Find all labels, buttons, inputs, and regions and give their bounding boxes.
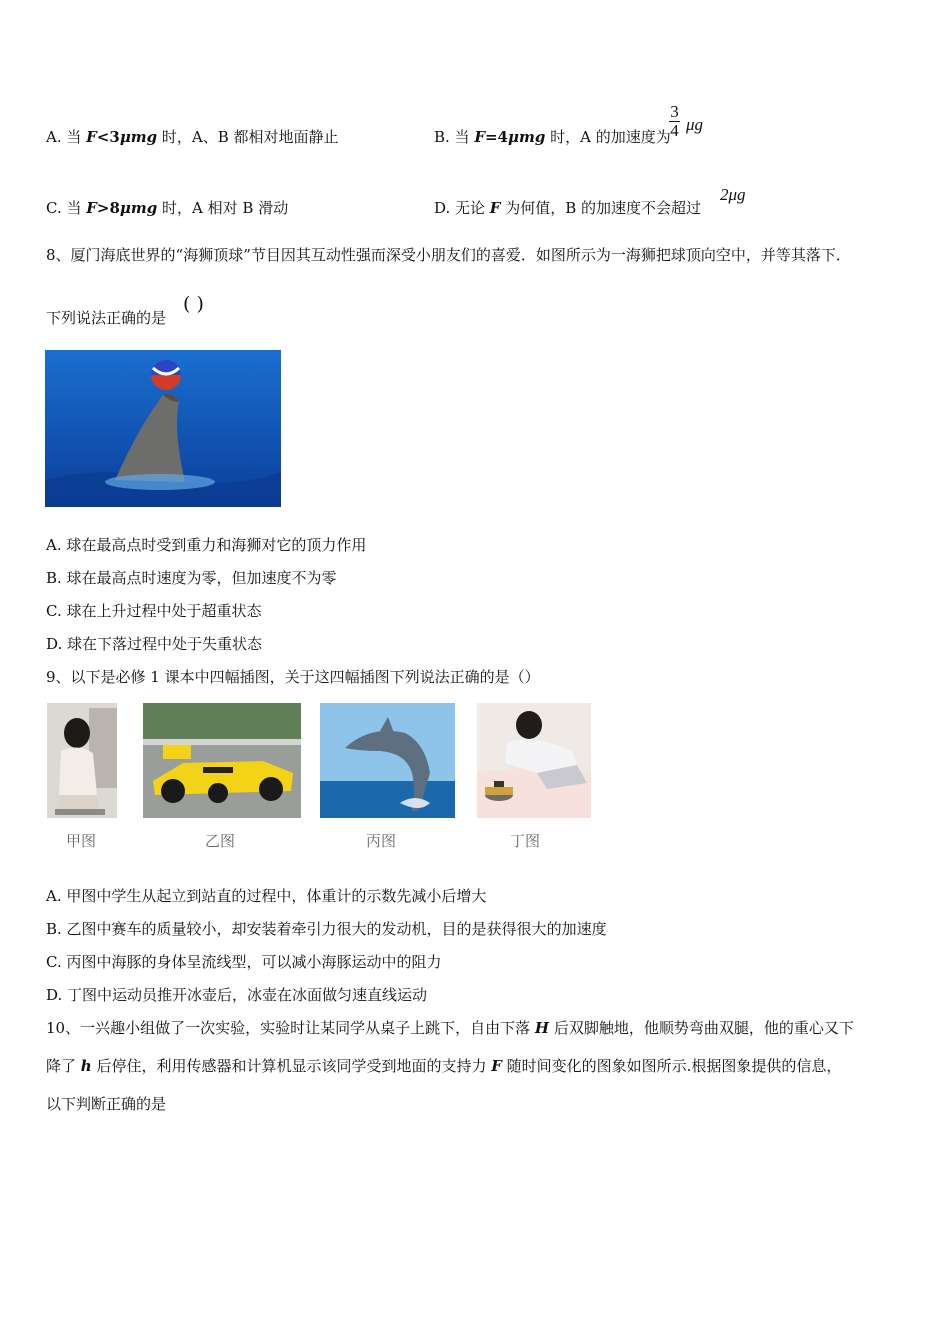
q7-d-tail: 2μg: [720, 185, 746, 204]
sea-lion-ball-photo: [45, 350, 281, 507]
caption-jia: 甲图: [66, 832, 97, 850]
q7-b-tail: μg: [686, 115, 704, 134]
q10-line-1: 10、一兴趣小组做了一次实验，实验时让某同学从桌子上跳下，自由下落 H 后双脚触地，他顺势弯曲双腿，他的重心又下: [46, 1019, 854, 1037]
q8-option-a: A. 球在最高点时受到重力和海狮对它的顶力作用: [46, 536, 367, 554]
q7-option-d: D. 无论 F 为何值，B 的加速度不会超过: [434, 199, 702, 217]
q10-line-2: 降了 h 后停住，利用传感器和计算机显示该同学受到地面的支持力 F 随时间变化的图象如图所示.根据图象提供的信息，: [46, 1057, 842, 1075]
q7-option-b: B. 当 F=4μmg 时，A 的加速度为: [434, 128, 671, 146]
q9-option-d: D. 丁图中运动员推开冰壶后，冰壶在冰面做匀速直线运动: [46, 986, 428, 1004]
race-car-photo: [143, 703, 301, 818]
dolphin-photo: [320, 703, 455, 818]
q7-option-c: C. 当 F>8μmg 时，A 相对 B 滑动: [46, 199, 289, 217]
q7-b-fraction: 3 4: [670, 102, 679, 140]
q8-option-d: D. 球在下落过程中处于失重状态: [46, 635, 263, 653]
q8-stem: 8、厦门海底世界的“海狮顶球”节目因其互动性强而深受小朋友们的喜爱．如图所示为一海狮把球顶向空中，并等其落下．: [46, 246, 851, 264]
q10-line-3: 以下判断正确的是: [46, 1095, 167, 1113]
q7-option-a: A. 当 F<3μmg 时，A、B 都相对地面静止: [46, 128, 339, 146]
q9-option-b: B. 乙图中赛车的质量较小，却安装着牵引力很大的发动机，目的是获得很大的加速度: [46, 920, 607, 938]
caption-ding: 丁图: [510, 832, 541, 850]
q8-stem-2: 下列说法正确的是: [46, 309, 167, 327]
caption-bing: 丙图: [366, 832, 397, 850]
q9-stem: 9、以下是必修 1 课本中四幅插图，关于这四幅插图下列说法正确的是（）: [46, 668, 540, 686]
curling-photo: [477, 703, 591, 818]
q8-option-c: C. 球在上升过程中处于超重状态: [46, 602, 262, 620]
caption-yi: 乙图: [205, 832, 236, 850]
student-scale-photo: [47, 703, 117, 818]
q9-option-a: A. 甲图中学生从起立到站直的过程中，体重计的示数先减小后增大: [46, 887, 487, 905]
q8-option-b: B. 球在最高点时速度为零，但加速度不为零: [46, 569, 337, 587]
q8-answer-paren: ( ): [183, 293, 204, 315]
q9-option-c: C. 丙图中海豚的身体呈流线型，可以减小海豚运动中的阻力: [46, 953, 442, 971]
